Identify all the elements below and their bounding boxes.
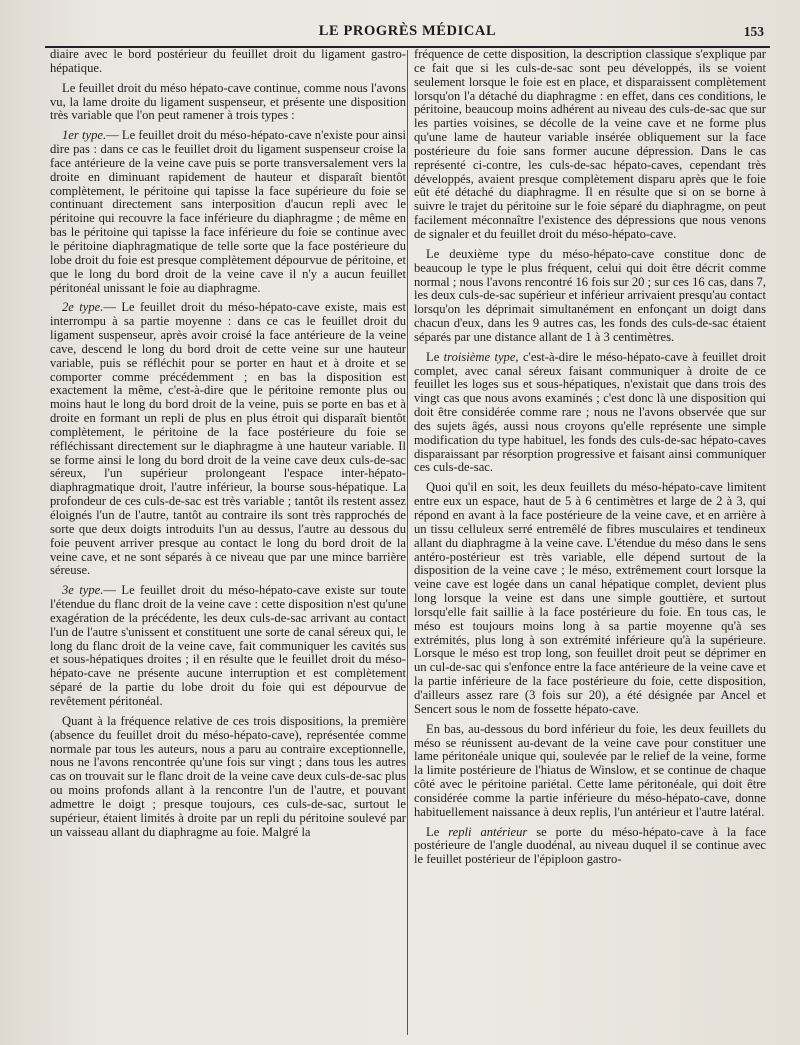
type-label: 3e type.	[62, 583, 104, 598]
right-column	[414, 48, 766, 1038]
paragraph-type-3	[50, 584, 406, 709]
paragraph: Le deuxième type du méso-hépato-cave constitue donc de beaucoup le type le plus fréquent, celui qui doit être décrit comme normal ; nous l'avons rencontré 16 fois sur 20 ; sur ces 16 cas, dans 7, les deux culs-de-sac supérieur et inférieur arrivaient presqu'au contact lorsqu'on les déprimait simultanément en enfonçant un doigt dans chacun d'eux, dans les 9 autres cas, les fonds des culs-de-sac étaient séparés par une distance allant de 1 à 3 centimètres.	[414, 246, 766, 344]
type-label: 1er type.	[62, 128, 107, 143]
paragraph-text: — Le feuillet droit du méso-hépato-cave existe, mais est interrompu à sa partie moyenne : dans ce cas le feuillet droit du ligament suspenseur, après avoir croisé la face antérieure de la veine cave, descend le long du bord droit de cette veine sur une hauteur variable, puis se réfléchit pour se porter en haut et à droite et se comporter comme précédemment ; en bas la disposition est exactement la même, c'est-à-dire que le péritoine remonte plus ou moins haut le long du bord droit de la veine, puis se porte en bas et à droite en formant un repli de plus en plus étroit qui disparaît bientôt complètement, le péritoine de la face postérieure du foie se réfléchissant directement sur le diaphragme à une hauteur variable. Il se forme ainsi le long du bord droit de la veine cave deux culs-de-sac séreux, l'un supérieur prolongeant l'espace inter-hépato-diaphragmatique droit, l'autre inférieur, la bourse sous-hépatique. La profondeur de ces culs-de-sac est très variable ; tantôt ils restent assez éloignés l'un de l'autre, tantôt au contraire ils sont très rapprochés de sorte que deux doigts introduits l'un au dessus, l'autre au dessous du foie peuvent arriver presque au contact le long du bord droit de la veine cave, et ne sont séparés à ce niveau que par une mince barrière séreuse.	[50, 300, 406, 578]
paragraph-text: Le	[426, 349, 444, 364]
paragraph-text: Le	[426, 824, 449, 839]
paragraph: fréquence de cette disposition, la description classique s'explique par ce fait que si les culs-de-sac sont peu développés, ils se voient seulement lorsque le foie est en place, et disparaissent complètement lorsqu'on l'a détaché du diaphragme : en effet, dans ces conditions, le péritoine, beaucoup moins adhérent au niveau des culs-de-sac que sur les parties voisines, se décolle de la veine cave et ne forme plus qu'une lame de hauteur variable insérée obliquement sur la face postérieure du foie sans former aucune dépression. Dans le cas représenté ci-contre, les culs-de-sac hépato-caves, cependant très développés, avaient presque complètement disparu après que le foie eût été détaché du diaphragme. Il en résulte que si on se borne à suivre le trajet du péritoine sur le foie séparé du diaphragme, on peut facilement méconnaître l'existence des dépressions que nous venons de signaler et du feuillet droit du méso-hépato-cave.	[414, 48, 766, 241]
paragraph-third-type	[414, 351, 766, 476]
paragraph-repli-anterieur	[414, 826, 766, 868]
paragraph-type-1	[50, 129, 406, 295]
type-label: troisième type,	[443, 349, 519, 364]
paragraph-text: c'est-à-dire le méso-hépato-cave à feuillet droit complet, avec canal séreux faisant communiquer à droite de ce feuillet les loges sus et sous-hépatiques, n'existait que dans trois des vingt cas que nous avons examinés ; c'est donc là une disposition qui doit être considérée comme rare ; nous ne l'avons observée que sur des sujets âgés, aussi nous croyons qu'elle représente une simple modification du type habituel, les fonds des culs-de-sac hépato-caves disparaissant par résorption progressive et faisant ainsi communiquer ces culs-de-sac.	[414, 349, 766, 475]
paragraph-type-2	[50, 301, 406, 578]
paragraph-text: — Le feuillet droit du méso-hépato-cave existe sur toute l'étendue du flanc droit de la veine cave : cette disposition n'est qu'une exagération de la précédente, les deux culs-de-sac arrivant au contact l'un de l'autre s'unissent et constituent une sorte de canal séreux qui, le long du flanc droit de la veine cave, fait communiquer les cavités sus et sous-hépatiques droites ; il en résulte que le feuillet droit du méso-hépato-cave ne présente aucune interruption et est complètement séparé de la partie du lobe droit du foie qui est dépourvue de revêtement péritonéal.	[50, 583, 406, 708]
paragraph-text: se porte du méso-hépato-cave à la face postérieure de l'angle duodénal, au niveau duquel il se continue avec le feuillet postérieur de l'épiploon gastro-	[414, 824, 766, 867]
left-column	[50, 48, 406, 1038]
page-number: 153	[743, 24, 764, 39]
paragraph-text: — Le feuillet droit du méso-hépato-cave n'existe pour ainsi dire pas : dans ce cas le feuillet droit du ligament suspenseur croise la face antérieure de la veine cave puis se porte transversalement vers la droite en diminuant rapidement de hauteur et disparaît bientôt complètement, le péritoine qui tapisse la face supérieure du foie se continuant directement sans interposition d'aucun repli avec le péritoine qui recouvre la face inférieure du diaphragme ; de même en bas le péritoine qui tapisse la face inférieure du foie se continue avec le péritoine diaphragmatique de telle sorte que la face postérieure du lobe droit du foie est presque complètement dépourvue de péritoine, et que le long du bord droit de la veine cave il n'y a aucun feuillet péritonéal unissant le foie au diaphragme.	[50, 128, 406, 295]
journal-title: LE PROGRÈS MÉDICAL	[318, 23, 497, 39]
paragraph: diaire avec le bord postérieur du feuillet droit du ligament gastro-hépatique.	[50, 48, 406, 75]
paragraph: Le feuillet droit du méso hépato-cave continue, comme nous l'avons vu, la lame droite du ligament suspenseur, et présente une disposition très variable que l'on peut ramener à trois types :	[50, 80, 406, 123]
paragraph: Quoi qu'il en soit, les deux feuillets du méso-hépato-cave limitent entre eux un espace, haut de 5 à 6 centimètres et large de 2 à 3, qui répond en avant à la face postérieure de la veine cave, et en arrière à un tissu celluleux serré entremêlé de fibres musculaires et tendineux allant du diaphragme à la veine cave. L'étendue du méso dans le sens antéro-postérieur est très variable, elle dépend surtout de la disposition de la veine cave ; le méso, extrêmement court lorsque la veine cave est logée dans un canal hépatique complet, devient plus long lorsque la veine est dans une simple gouttière, et surtout lorsqu'elle fait saillie à la face postérieure du foie. En tous cas, le méso est toujours moins long à sa partie moyenne qu'à ses extrémités, plus long à son extrémité inférieure qu'à la supérieure. Lorsque le méso est trop long, son feuillet droit peut se déprimer en un cul-de-sac qui s'enfonce entre la face antérieure de la veine cave et la partie inférieure de la face postérieure du foie, cette disposition, d'ailleurs assez rare (3 fois sur 20), a été désignée par Ancel et Sencert sous le nom de fossette hépato-cave.	[414, 480, 766, 716]
term-label: repli antérieur	[448, 824, 528, 839]
paragraph: Quant à la fréquence relative de ces trois dispositions, la première (absence du feuillet droit du méso-hépato-cave), représentée comme normale par tous les auteurs, nous a paru au contraire exceptionnelle, nous ne l'avons rencontrée qu'une fois sur vingt ; dans tous les autres cas on trouvait sur le flanc droit de la veine cave deux culs-de-sac plus ou moins profonds allant à la rencontre l'un de l'autre, et pouvant admettre le doigt ; presque toujours, ces culs-de-sac, surtout le supérieur, étaient limités à droite par un repli du péritoine soulevé par un vaisseau allant du diaphragme au foie. Malgré la	[50, 713, 406, 839]
page-header	[45, 20, 770, 48]
type-label: 2e type.	[62, 300, 104, 315]
column-divider	[407, 50, 408, 1035]
paragraph: En bas, au-dessous du bord inférieur du foie, les deux feuillets du méso se réunissent au-devant de la veine cave pour constituer une lame péritonéale unique qui, soulevée par le relief de la veine, forme la limite postérieure de l'hiatus de Winslow, et se continue de chaque côté avec le péritoine pariétal. Cette lame péritonéale, qui doit être considérée comme la partie inférieure du méso-hépato-cave, donne habituellement naissance à deux replis, l'un antérieur et l'autre latéral.	[414, 721, 766, 819]
